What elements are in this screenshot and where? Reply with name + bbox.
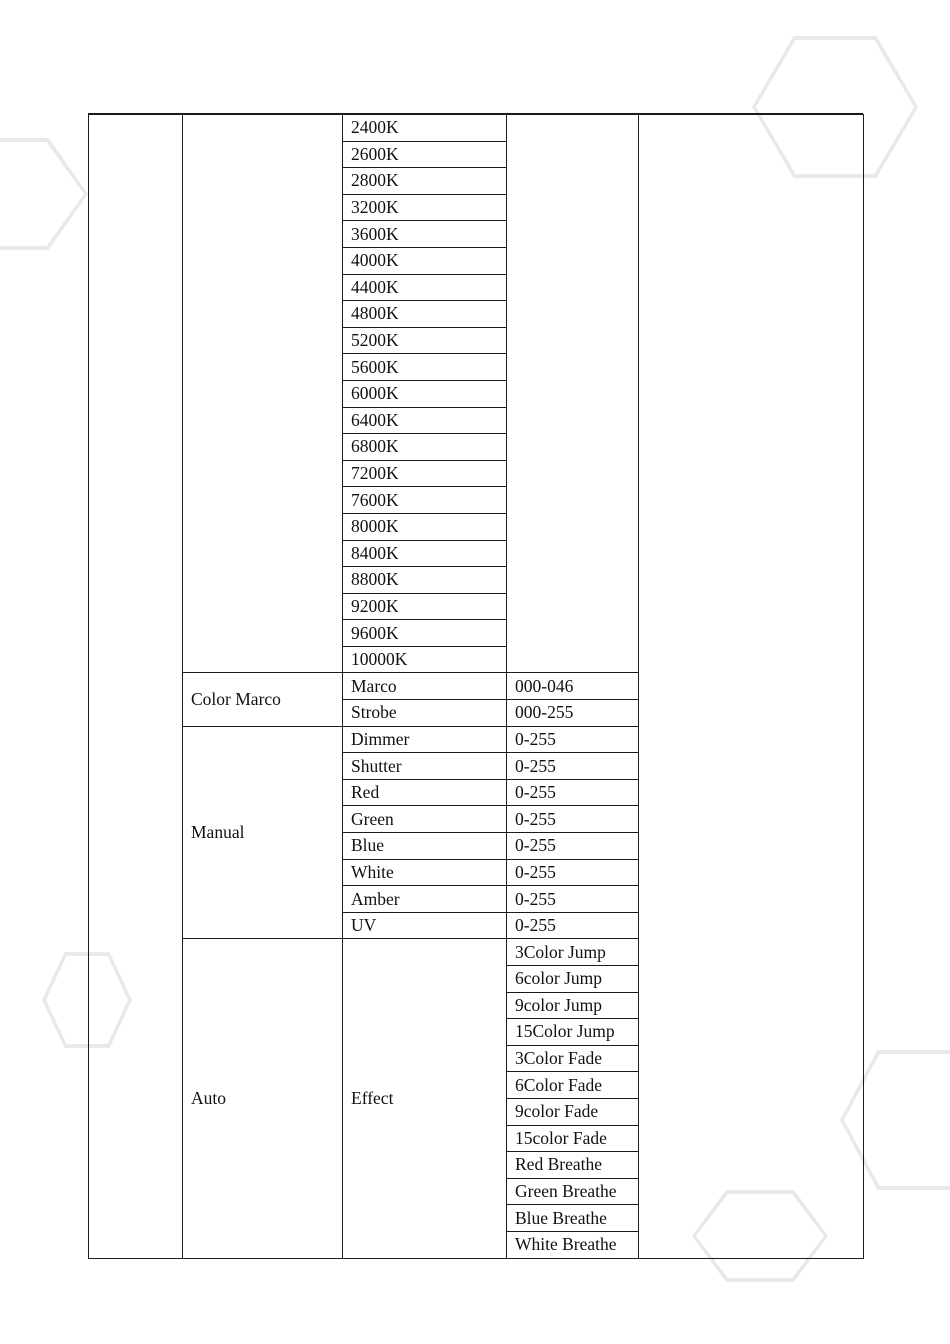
manual-range: 0-255 [507,726,639,753]
manual-range: 0-255 [507,859,639,886]
manual-channel: UV [343,912,507,939]
color-temperature-value: 5200K [343,327,507,354]
color-temperature-value: 2800K [343,168,507,195]
auto-effect-item: Blue Breathe [507,1205,639,1232]
auto-effect-item: 15color Fade [507,1125,639,1152]
color-temperature-value: 8400K [343,540,507,567]
manual-channel: White [343,859,507,886]
auto-effect-item: 6Color Fade [507,1072,639,1099]
auto-effect-item: Red Breathe [507,1152,639,1179]
manual-channel: Green [343,806,507,833]
specification-table [88,114,864,1259]
color-temperature-value: 2600K [343,141,507,168]
color-temperature-value: 9200K [343,593,507,620]
auto-effect-label: Effect [343,939,507,1258]
manual-channel: Red [343,779,507,806]
color-temperature-value: 8800K [343,567,507,594]
manual-range: 0-255 [507,806,639,833]
auto-effect-item: 9color Jump [507,992,639,1019]
color-temperature-value: 3600K [343,221,507,248]
color-temperature-range-cell [507,115,639,673]
color-temperature-value: 6000K [343,380,507,407]
manual-range: 0-255 [507,833,639,860]
manual-channel: Blue [343,833,507,860]
color-temperature-value: 6800K [343,434,507,461]
color-marco-label: Color Marco [183,673,343,726]
auto-effect-item: 6color Jump [507,966,639,993]
color-temperature-value: 8000K [343,513,507,540]
auto-effect-item: 9color Fade [507,1098,639,1125]
column-1-blank-cell [89,115,183,1259]
auto-label: Auto [183,939,343,1258]
color-temperature-value: 7200K [343,460,507,487]
color-temperature-value: 4400K [343,274,507,301]
color-temperature-value: 6400K [343,407,507,434]
color-temperature-value: 5600K [343,354,507,381]
manual-label: Manual [183,726,343,939]
manual-range: 0-255 [507,886,639,913]
manual-range: 0-255 [507,779,639,806]
auto-effect-item: White Breathe [507,1231,639,1258]
color-temperature-value: 4000K [343,247,507,274]
color-temperature-value: 3200K [343,194,507,221]
color-temperature-value: 9600K [343,620,507,647]
auto-effect-item: 3Color Fade [507,1045,639,1072]
color-temperature-value: 7600K [343,487,507,514]
auto-effect-item: 15Color Jump [507,1019,639,1046]
auto-effect-item: Green Breathe [507,1178,639,1205]
manual-channel: Amber [343,886,507,913]
manual-channel: Dimmer [343,726,507,753]
color-temperature-value: 4800K [343,301,507,328]
table-row [89,115,864,142]
column-5-blank-cell [639,115,864,1259]
color-temperature-group-cell [183,115,343,673]
background-hexagon-inner [0,142,84,246]
color-marco-range: 000-046 [507,673,639,700]
manual-range: 0-255 [507,912,639,939]
color-marco-function: Strobe [343,700,507,727]
specification-table-body [89,115,864,1259]
color-marco-range: 000-255 [507,700,639,727]
color-temperature-value: 2400K [343,115,507,142]
color-temperature-value: 10000K [343,646,507,673]
color-marco-function: Marco [343,673,507,700]
manual-channel: Shutter [343,753,507,780]
manual-range: 0-255 [507,753,639,780]
auto-effect-item: 3Color Jump [507,939,639,966]
